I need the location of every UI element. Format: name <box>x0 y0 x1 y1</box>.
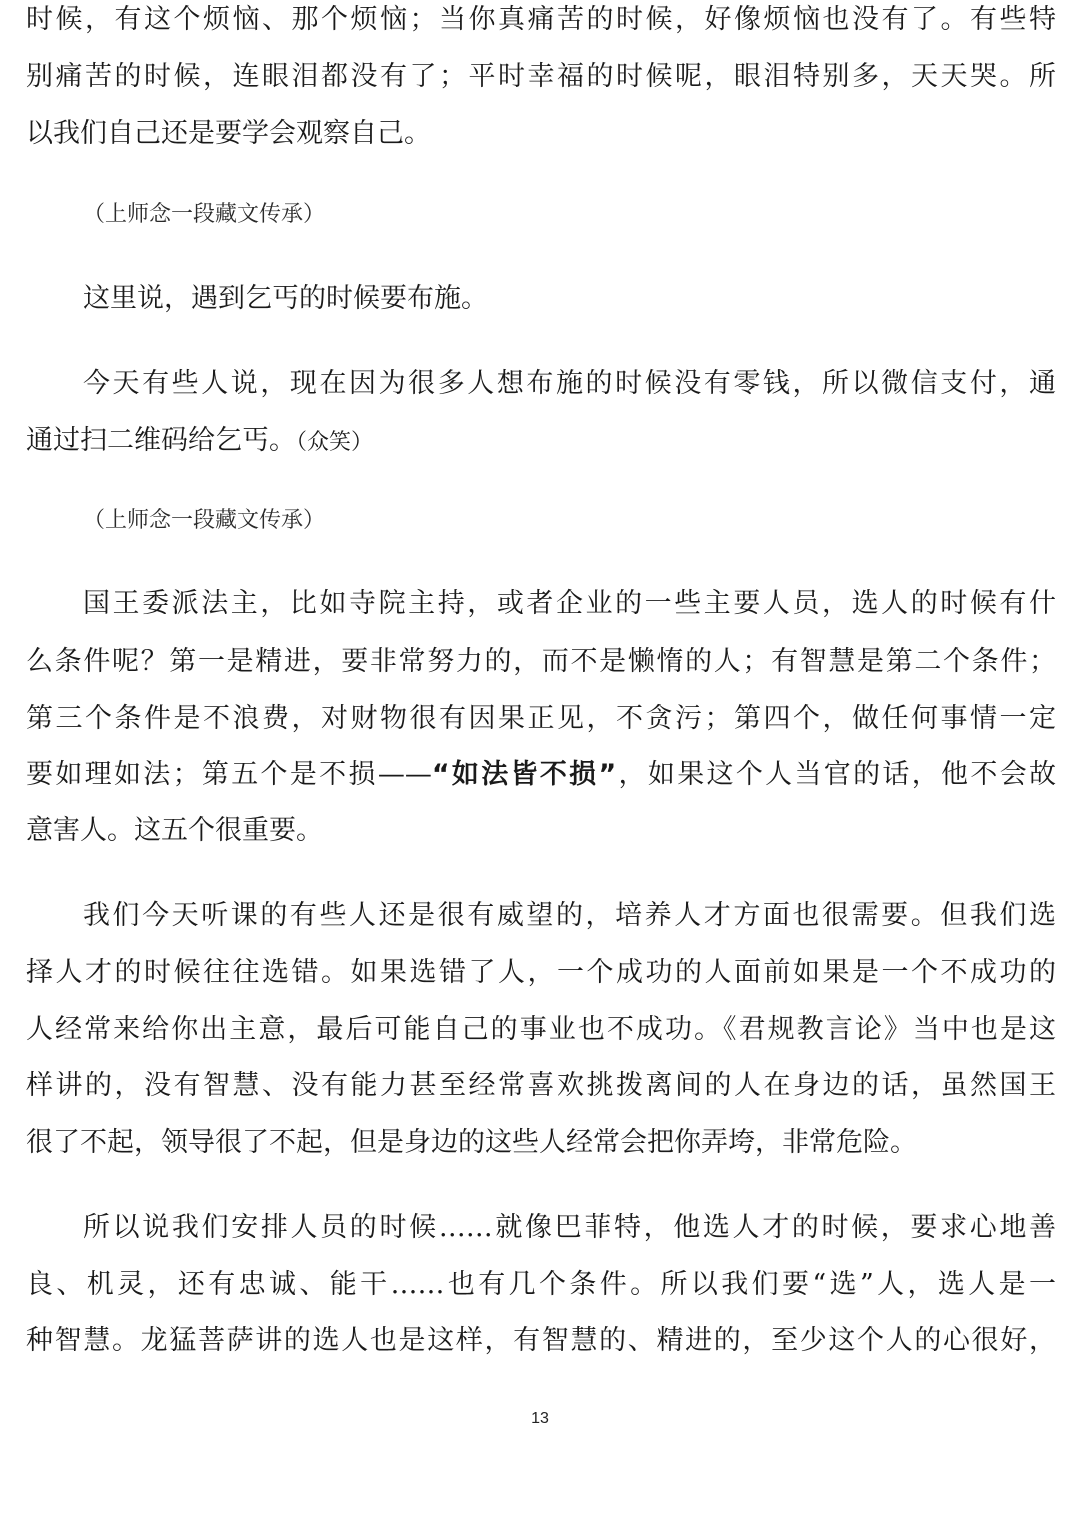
page-number: 13 <box>531 1410 549 1427</box>
paragraph-1-line-2: 别痛苦的时候，连眼泪都没有了；平时幸福的时候呢，眼泪特别多，天天哭。所 <box>26 61 1056 92</box>
paragraph-1-line-1: 时候，有这个烦恼、那个烦恼；当你真痛苦的时候，好像烦恼也没有了。有些特 <box>26 4 1056 35</box>
paragraph-4-line-4-part-b: ，如果这个人当官的话，他不会故 <box>616 759 1056 790</box>
quoted-phrase: “如法皆不损” <box>431 759 617 790</box>
paragraph-3-line-2-text: 通过扫二维码给乞丐。 <box>26 425 296 456</box>
paragraph-5-line-2: 择人才的时候往往选错。如果选错了人，一个成功的人面前如果是一个不成功的 <box>26 957 1056 988</box>
laughter-note: （众笑） <box>296 430 374 455</box>
paragraph-5-line-1: 我们今天听课的有些人还是很有威望的，培养人才方面也很需要。但我们选 <box>83 900 1056 931</box>
paragraph-3-line-1: 今天有些人说，现在因为很多人想布施的时候没有零钱，所以微信支付，通 <box>83 368 1056 399</box>
transmission-note-1: （上师念一段藏文传承） <box>83 202 326 227</box>
paragraph-4-line-2: 么条件呢？第一是精进，要非常努力的，而不是懒惰的人；有智慧是第二个条件； <box>26 646 1056 677</box>
paragraph-4-line-3: 第三个条件是不浪费，对财物很有因果正见，不贪污；第四个，做任何事情一定 <box>26 703 1056 734</box>
transmission-note-2: （上师念一段藏文传承） <box>83 508 326 533</box>
paragraph-4-line-1: 国王委派法主，比如寺院主持，或者企业的一些主要人员，选人的时候有什 <box>83 588 1056 619</box>
paragraph-6-line-2: 良、机灵，还有忠诚、能干……也有几个条件。所以我们要“选”人，选人是一 <box>26 1269 1056 1300</box>
paragraph-3-line-2 <box>26 422 1056 460</box>
paragraph-6-line-3: 种智慧。龙猛菩萨讲的选人也是这样，有智慧的、精进的，至少这个人的心很好， <box>26 1325 1056 1356</box>
paragraph-4-line-4-part-a: 要如理如法；第五个是不损—— <box>26 759 432 790</box>
paragraph-2-line-1: 这里说，遇到乞丐的时候要布施。 <box>83 283 488 314</box>
paragraph-6-line-1: 所以说我们安排人员的时候……就像巴菲特，他选人才的时候，要求心地善 <box>83 1212 1056 1243</box>
paragraph-5-line-3: 人经常来给你出主意，最后可能自己的事业也不成功。《君规教言论》当中也是这 <box>26 1014 1056 1045</box>
paragraph-1-line-3: 以我们自己还是要学会观察自己。 <box>26 118 431 149</box>
paragraph-4-line-4 <box>26 756 1056 794</box>
paragraph-4-line-5: 意害人。这五个很重要。 <box>26 815 323 846</box>
paragraph-5-line-5: 很了不起，领导很了不起，但是身边的这些人经常会把你弄垮，非常危险。 <box>26 1127 917 1158</box>
paragraph-5-line-4: 样讲的，没有智慧、没有能力甚至经常喜欢挑拨离间的人在身边的话，虽然国王 <box>26 1070 1056 1101</box>
